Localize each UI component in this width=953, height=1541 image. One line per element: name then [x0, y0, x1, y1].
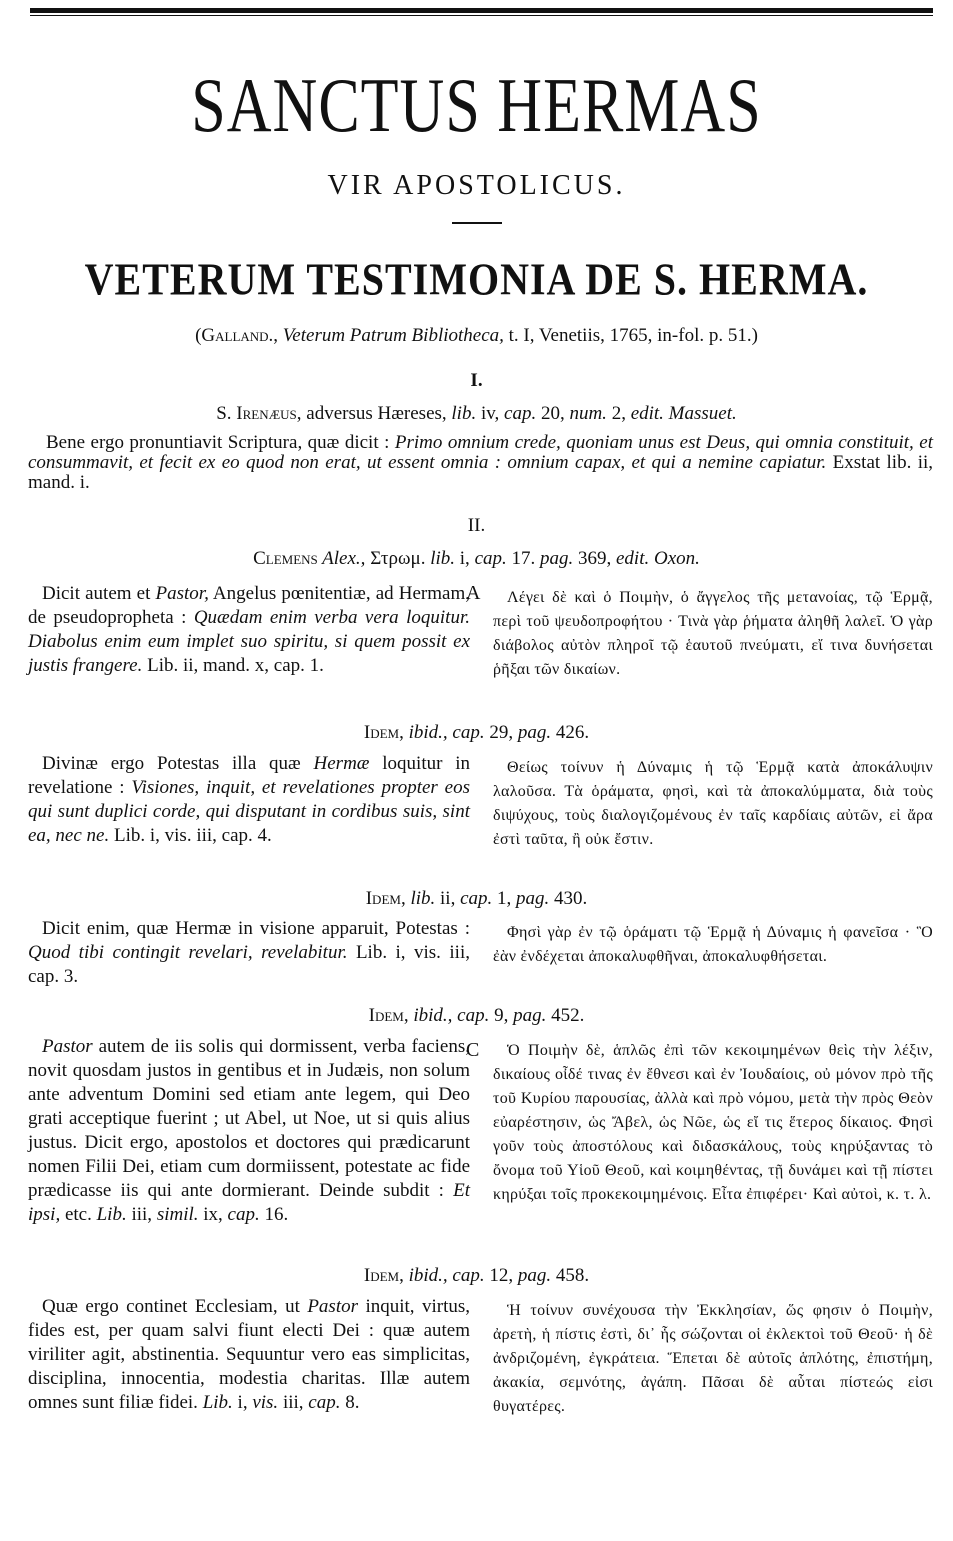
column-marker-c: C	[466, 1039, 480, 1061]
section-1-body	[28, 433, 933, 493]
ref-author: Idem,	[365, 888, 406, 909]
section-reference-4	[0, 888, 953, 910]
latin-italic: Hermæ	[313, 753, 370, 774]
ref-italic: ibid., cap.	[403, 722, 485, 743]
latin-text: Quæ ergo continet Ecclesiam, ut	[42, 1296, 308, 1317]
latin-italic: Quod tibi contingit revelari, revelabitur.	[28, 942, 348, 963]
source-citation	[0, 325, 953, 347]
latin-text: i,	[232, 1392, 253, 1413]
section-3-greek: Θείως τοίνυν ἡ Δύναμις ἡ τῷ Ἑρμᾷ κατὰ ἀποκάλυψιν λαλοῦσα. Τὰ ὁράματα, φησὶ, καὶ τὰ ἀποκαλύμματα, διὰ τοὺς διψύχους, τοὺς διαλογιζομένους ἐν ταῖς καρδίαις αὐτῶν, εἰ ἄρα ἐστὶ ταῦτα, ἢ οὐκ ἔστιν.	[493, 759, 933, 848]
latin-italic: Quædam enim verba vera loquitur. Diabolus enim eum implet suo spiritu, si quem possit ex justis frangere.	[28, 607, 470, 676]
latin-italic: simil.	[156, 1204, 199, 1225]
ref-text: 12,	[484, 1265, 518, 1286]
ref-italic: cap.	[504, 403, 537, 424]
section-reference-3	[0, 722, 953, 744]
section-numeral-2: II.	[467, 515, 486, 536]
ref-italic: lib.	[405, 888, 436, 909]
section-2-latin	[28, 582, 470, 678]
latin-text: autem de iis solis qui dormissent, verba faciens, novit quosdam justos in gentibus et in Judæis, non solum ante adventum Domini sed etiam ante legem, qui Deo grati acceptique fuerint ; ut Abel, ut Noe, ut si quis alius justus. Dicit ergo, apostolos et doctores qui prædicarunt nomen Filii Dei, etiam cum dormiissent, potestate ac fide prædicasse iis qui ante dormierant. Deinde subdit :	[28, 1036, 470, 1201]
top-rule-thin	[30, 15, 933, 16]
latin-text: loquitur in revelatione :	[28, 753, 470, 798]
source-rest: t. I, Venetiis, 1765, in-fol. p. 51.)	[503, 325, 758, 346]
latin-text: inquit, virtus, fides est, per quam salvi fiunt electi Dei : quæ autem viriliter agit, abstinentia. Sequuntur vero eas simplicitas, disciplina, innocentia, modestia charitas. Illæ autem omnes sunt filiæ fidei.	[28, 1296, 470, 1413]
ref-italic: pag.	[516, 888, 550, 909]
section-6-latin	[28, 1295, 470, 1415]
ref-italic: Alex.,	[317, 548, 366, 569]
section-reference-2	[0, 548, 953, 570]
page-title: SANCTUS HERMAS	[191, 63, 762, 149]
ref-italic: pag.	[517, 722, 552, 743]
ref-author: Idem,	[368, 1005, 409, 1026]
body-text: Bene ergo pronuntiavit Scriptura, quæ dicit :	[46, 432, 395, 453]
latin-italic: Pastor,	[155, 583, 209, 604]
latin-text: iii,	[126, 1204, 157, 1225]
ref-text: 452.	[546, 1005, 585, 1026]
section-reference-6	[0, 1265, 953, 1287]
ref-italic: num.	[569, 403, 607, 424]
latin-italic: cap.	[227, 1204, 260, 1225]
source-open: (	[195, 325, 202, 346]
ref-italic: ibid., cap.	[403, 1265, 485, 1286]
section-heading: VETERUM TESTIMONIA DE S. HERMA.	[84, 253, 869, 305]
section-numeral-1: I.	[470, 370, 483, 391]
body-italic: Primo omnium crede, quoniam unus est Deus, qui omnia constituit, et consummavit, et fecit ex eo quod non erat, ut essent omnia : omnium capax, et qui a nemine capiatur.	[28, 432, 933, 473]
section-reference-5	[0, 1005, 953, 1027]
top-rule	[30, 8, 933, 13]
section-reference-1	[0, 403, 953, 425]
latin-italic: Pastor	[42, 1036, 93, 1057]
ref-italic: cap.	[460, 888, 493, 909]
ref-author: Idem,	[363, 1265, 404, 1286]
latin-italic: Lib.	[96, 1204, 127, 1225]
latin-text: Dicit autem et	[42, 583, 156, 604]
source-author: Galland.,	[201, 325, 279, 346]
latin-text: Divinæ ergo Potestas illa quæ	[42, 753, 314, 774]
ref-italic: lib.	[451, 403, 477, 424]
ref-text: 1,	[492, 888, 517, 909]
latin-text: ix,	[198, 1204, 228, 1225]
ref-text: 20,	[536, 403, 570, 424]
latin-italic: Lib.	[202, 1392, 233, 1413]
ref-text: 458.	[551, 1265, 590, 1286]
section-4-latin	[28, 917, 470, 989]
ref-text: 426.	[551, 722, 590, 743]
divider-rule	[452, 222, 502, 224]
column-marker-a: A	[466, 582, 481, 604]
body-text: Exstat lib. ii, mand. i.	[28, 452, 933, 493]
ref-italic: cap.	[474, 548, 507, 569]
ref-author: S. Irenæus,	[216, 403, 302, 424]
ref-text: 29,	[484, 722, 518, 743]
latin-italic: Visiones, inquit, et revelationes propter eos qui sunt duplici corde, qui disputant in cordibus suis, sint ea, nec ne.	[28, 777, 470, 846]
page-subtitle: VIR APOSTOLICUS.	[327, 170, 626, 201]
ref-italic: pag.	[517, 1265, 552, 1286]
latin-text: Lib. i, vis. iii, cap. 4.	[109, 825, 272, 846]
latin-text: Lib. ii, mand. x, cap. 1.	[142, 655, 324, 676]
latin-text: 16.	[259, 1204, 289, 1225]
section-5-greek: Ὁ Ποιμὴν δὲ, ἁπλῶς ἐπὶ τῶν κεκοιμημένων θεὶς τὴν λέξιν, δικαίους οἶδέ τινας ἐν ἔθνεσι καὶ ἐν Ἰουδαίοις, οὐ μόνον πρὸ τῆς τοῦ Κυρίου παρουσίας, ἀλλὰ καὶ πρὸ νόμου, μετὰ τὴν πρὸς Θεὸν εὐαρέστησιν, ὡς Ἄβελ, ὡς Νῶε, ὡς εἴ τις ἕτερος δίκαιος. Φησὶ γοῦν τοὺς ἀποστόλους καὶ διδασκάλους, τοὺς κηρύξαντας τὸ ὄνομα τοῦ Υἱοῦ Θεοῦ, καὶ κοιμηθέντας, τῇ δυνάμει καὶ τῇ πίστει κηρύξαι τοῖς προκεκοιμημένοις. Εἶτα ἐπιφέρει· Καὶ αὐτοὶ, κ. τ. λ.	[493, 1042, 933, 1203]
ref-text: ii,	[435, 888, 461, 909]
ref-author: Idem,	[363, 722, 404, 743]
latin-italic: Et ipsi,	[28, 1180, 470, 1225]
latin-text: Angelus pœnitentiæ, ad Hermam, de pseudopropheta :	[28, 583, 470, 628]
ref-greek: Στρωμ.	[365, 548, 431, 569]
ref-author: Clemens	[253, 548, 318, 569]
ref-text: 9,	[489, 1005, 514, 1026]
latin-text: 8.	[340, 1392, 360, 1413]
ref-text: iv,	[476, 403, 505, 424]
section-6-greek: Ἡ τοίνυν συνέχουσα τὴν Ἐκκλησίαν, ὥς φησιν ὁ Ποιμὴν, ἀρετὴ, ἡ πίστις ἐστὶ, δι᾽ ἧς σώζονται οἱ ἐκλεκτοὶ τοῦ Θεοῦ· ἡ δὲ ἀνδριζομένη, ἐγκράτεια. Ἕπεται δὲ αὐτοῖς ἁπλότης, ἐπιστήμη, ἀκακία, σεμνότης, ἀγάπη. Πᾶσαι δὲ αὗται πίστεώς εἰσι θυγατέρες.	[493, 1302, 933, 1415]
latin-italic: vis.	[252, 1392, 279, 1413]
ref-text: 430.	[549, 888, 588, 909]
latin-italic: Pastor	[307, 1296, 358, 1317]
latin-text: etc.	[60, 1204, 97, 1225]
section-3-latin	[28, 752, 470, 848]
ref-text: 369,	[573, 548, 616, 569]
source-work: Veterum Patrum Bibliotheca,	[282, 325, 504, 346]
ref-text: adversus Hæreses,	[301, 403, 452, 424]
latin-text: Dicit enim, quæ Hermæ in visione apparuit, Potestas :	[42, 918, 470, 939]
ref-italic: lib.	[430, 548, 456, 569]
ref-italic: edit. Oxon.	[616, 548, 700, 569]
ref-text: 17.	[506, 548, 540, 569]
ref-italic: pag.	[540, 548, 574, 569]
section-2-greek: Λέγει δὲ καὶ ὁ Ποιμὴν, ὁ ἄγγελος τῆς μετανοίας, τῷ Ἑρμᾷ, περὶ τοῦ ψευδοπροφήτου · Τινὰ γὰρ ῥήματα ἀληθῆ λαλεῖ. Ὁ γὰρ διάβολος αὐτὸν πληροῖ τῷ ἑαυτοῦ πνεύματι, εἴ τινα δυνήσεται ῥῆξαι τῶν δικαίων.	[493, 589, 933, 678]
section-5-latin	[28, 1035, 470, 1227]
ref-italic: ibid., cap.	[408, 1005, 490, 1026]
ref-text: 2,	[606, 403, 631, 424]
ref-italic: pag.	[513, 1005, 547, 1026]
ref-text: i,	[455, 548, 475, 569]
latin-text: Lib. i, vis. iii, cap. 3.	[28, 942, 470, 987]
ref-italic: edit. Massuet.	[630, 403, 737, 424]
latin-text: iii,	[278, 1392, 309, 1413]
section-4-greek: Φησὶ γὰρ ἐν τῷ ὁράματι τῷ Ἑρμᾷ ἡ Δύναμις ἡ φανεῖσα · Ὃ ἐὰν ἐνδέχεται ἀποκαλυφθῆναι, ἀποκαλυφθήσεται.	[493, 924, 933, 965]
latin-italic: cap.	[308, 1392, 341, 1413]
